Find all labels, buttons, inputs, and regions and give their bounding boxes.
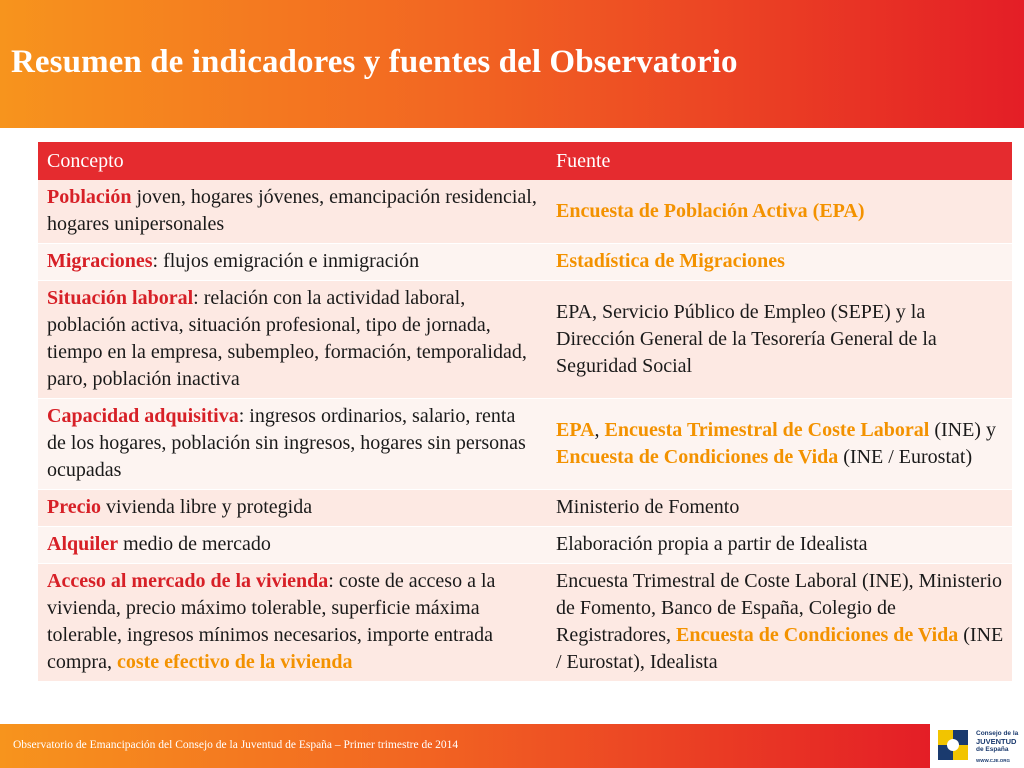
indicators-table-container (38, 142, 1012, 682)
concept-highlight: Migraciones (47, 250, 153, 272)
source-highlight: Encuesta de Población Activa (EPA) (556, 199, 865, 222)
concept-text: : coste de acceso a la vivienda, precio máximo tolerable, superficie máxima tolerable, ingresos mínimos necesarios, importe entrada compra, (47, 570, 496, 673)
concept-cell (38, 527, 547, 564)
source-cell (547, 490, 1012, 527)
concept-text: joven, hogares jóvenes, emancipación residencial, hogares unipersonales (47, 186, 537, 235)
concept-cell (38, 490, 547, 527)
source-text: , (594, 418, 605, 441)
slide-title: Resumen de indicadores y fuentes del Observatorio (11, 44, 738, 80)
logo-line-3: de España (976, 746, 1009, 753)
slide-footer (0, 724, 930, 768)
source-text: (INE / Eurostat) (838, 445, 973, 468)
concept-text: : ingresos ordinarios, salario, renta de los hogares, población sin ingresos, hogares sin personas ocupadas (47, 405, 526, 481)
concept-highlight: Situación laboral (47, 287, 194, 309)
concept-cell (38, 244, 547, 281)
source-text: Ministerio de Fomento (556, 496, 740, 518)
source-cell (547, 180, 1012, 244)
source-cell (547, 564, 1012, 682)
logo-url: WWW.CJE.ORG (976, 758, 1010, 763)
concept-cell (38, 281, 547, 399)
source-highlight: Estadística de Migraciones (556, 250, 785, 272)
concept-text: medio de mercado (118, 533, 271, 555)
concept-cell (38, 399, 547, 490)
concept-highlight: Alquiler (47, 533, 119, 555)
source-highlight: Encuesta Trimestral de Coste Laboral (604, 418, 930, 441)
table-header-row (38, 142, 1012, 180)
source-highlight: Encuesta de Condiciones de Vida (675, 624, 959, 646)
concept-text: : flujos emigración e inmigración (152, 250, 420, 272)
concept-highlight: Precio (47, 496, 102, 518)
source-cell (547, 244, 1012, 281)
slide-header (0, 0, 1024, 128)
logo-line-2: JUVENTUD (976, 737, 1017, 746)
table-row (38, 564, 1012, 682)
footer-text: Observatorio de Emancipación del Consejo de la Juventud de España – Primer trimestre de 2014 (13, 739, 459, 751)
source-text: (INE) y (929, 418, 996, 441)
concept-text: : relación con la actividad laboral, población activa, situación profesional, tipo de jornada, tiempo en la empresa, subempleo, formación, temporalidad, paro, población inactiva (47, 287, 527, 390)
indicators-table (38, 142, 1012, 682)
cje-logo-mark-icon (934, 726, 976, 766)
concept-cell (38, 180, 547, 244)
concept-cell (38, 564, 547, 682)
concept-text: vivienda libre y protegida (101, 496, 313, 518)
source-cell (547, 527, 1012, 564)
source-cell (547, 399, 1012, 490)
table-row (38, 490, 1012, 527)
table-row (38, 180, 1012, 244)
concept-tail-highlight: coste efectivo de la vivienda (116, 651, 353, 673)
header-fuente: Fuente (547, 142, 1012, 180)
logo-line-1: Consejo de la (976, 730, 1019, 737)
source-highlight: Encuesta de Condiciones de Vida (556, 445, 839, 468)
source-text: (INE / Eurostat), Idealista (556, 624, 1004, 673)
concept-highlight: Capacidad adquisitiva (47, 405, 239, 427)
table-row (38, 281, 1012, 399)
concept-highlight: Acceso al mercado de la vivienda (47, 570, 329, 592)
header-concepto: Concepto (38, 142, 547, 180)
table-row (38, 399, 1012, 490)
source-text: Encuesta Trimestral de Coste Laboral (INE), Ministerio de Fomento, Banco de España, Colegio de Registradores, (556, 570, 1003, 646)
source-text: Elaboración propia a partir de Idealista (556, 533, 868, 555)
source-highlight: EPA (556, 418, 595, 441)
source-text: EPA, Servicio Público de Empleo (SEPE) y la Dirección General de la Tesorería General de la Seguridad Social (556, 300, 937, 377)
cje-logo (934, 726, 1022, 766)
concept-highlight: Población (47, 186, 132, 208)
table-row (38, 527, 1012, 564)
table-row (38, 244, 1012, 281)
source-cell (547, 281, 1012, 399)
